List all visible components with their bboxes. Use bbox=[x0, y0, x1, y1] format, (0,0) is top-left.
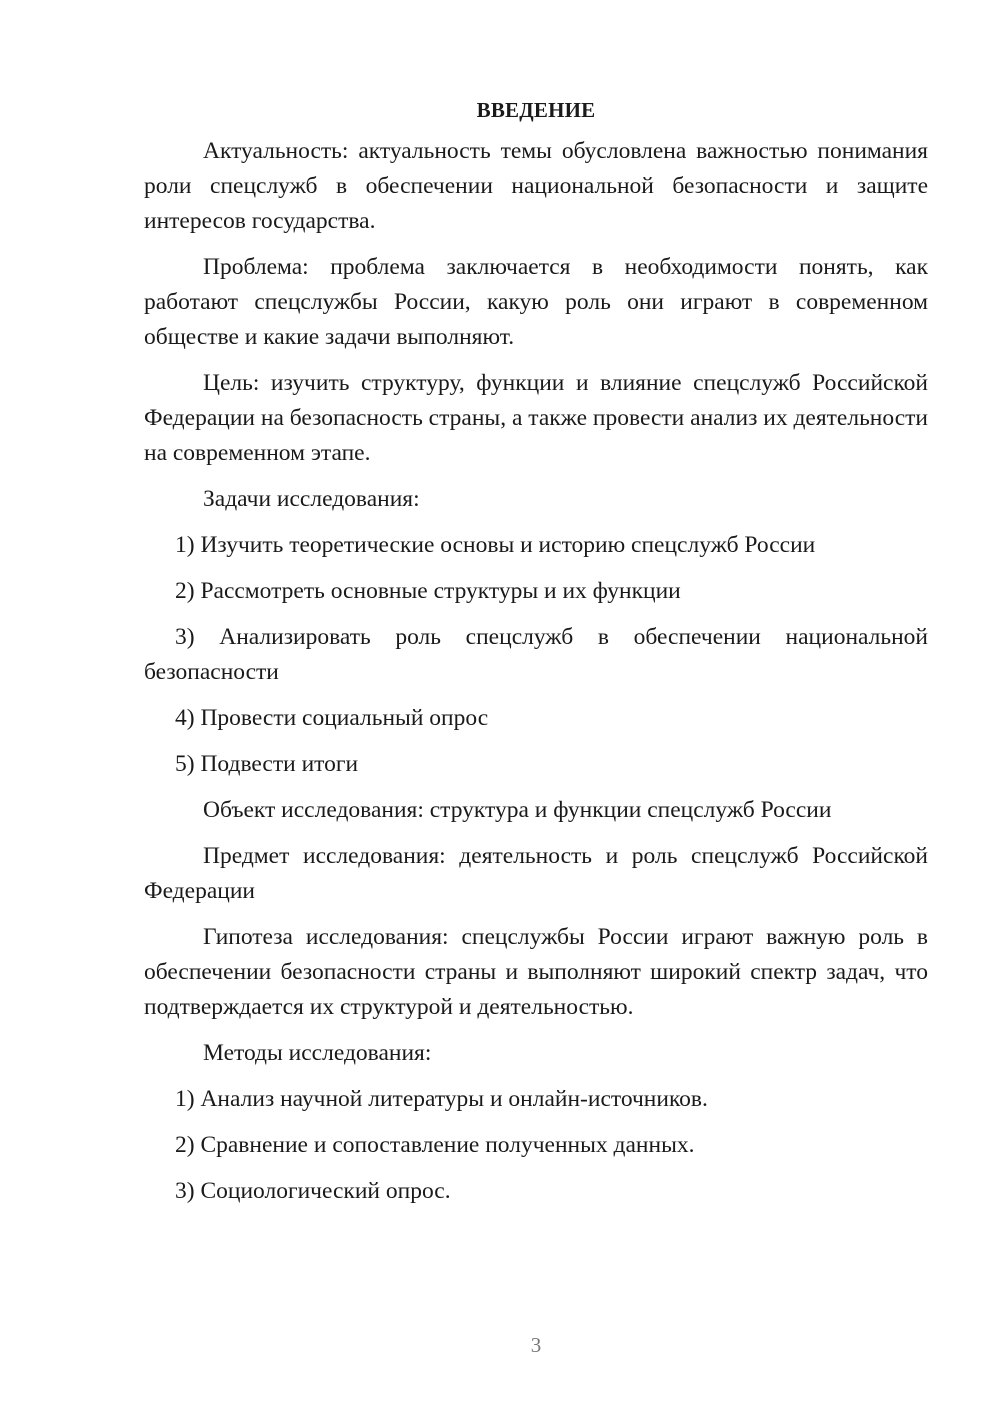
task-item-1: 1) Изучить теоретические основы и историю спецслужб России bbox=[175, 532, 816, 558]
method-item-3: 3) Социологический опрос. bbox=[175, 1178, 451, 1204]
method-item-2: 2) Сравнение и сопоставление полученных данных. bbox=[175, 1132, 695, 1158]
tasks-heading: Задачи исследования: bbox=[203, 486, 420, 512]
method-item-1: 1) Анализ научной литературы и онлайн-источников. bbox=[175, 1086, 708, 1112]
task-item-4: 4) Провести социальный опрос bbox=[175, 705, 489, 731]
page-number: 3 bbox=[530, 1333, 542, 1357]
research-object: Объект исследования: структура и функции спецслужб России bbox=[203, 797, 832, 823]
task-item-5: 5) Подвести итоги bbox=[175, 751, 359, 777]
page-content bbox=[144, 95, 928, 1220]
paragraph-problem: Проблема: проблема заключается в необходимости понять, как работают спецслужбы России, какую роль они играют в современном обществе и какие задачи выполняют. bbox=[144, 254, 928, 350]
methods-heading: Методы исследования: bbox=[203, 1040, 432, 1066]
research-subject: Предмет исследования: деятельность и роль спецслужб Российской Федерации bbox=[144, 843, 928, 904]
task-item-2: 2) Рассмотреть основные структуры и их функции bbox=[175, 578, 681, 604]
paragraph-relevance: Актуальность: актуальность темы обусловлена важностью понимания роли спецслужб в обеспечении национальной безопасности и защите интересов государства. bbox=[144, 138, 928, 234]
paragraph-goal: Цель: изучить структуру, функции и влияние спецслужб Российской Федерации на безопасность страны, а также провести анализ их деятельности на современном этапе. bbox=[144, 370, 928, 466]
research-hypothesis: Гипотеза исследования: спецслужбы России играют важную роль в обеспечении безопасности страны и выполняют широкий спектр задач, что подтверждается их структурой и деятельностью. bbox=[144, 924, 928, 1020]
task-item-3: 3) Анализировать роль спецслужб в обеспечении национальной безопасности bbox=[144, 624, 928, 685]
page-title: ВВЕДЕНИЕ bbox=[476, 98, 596, 122]
